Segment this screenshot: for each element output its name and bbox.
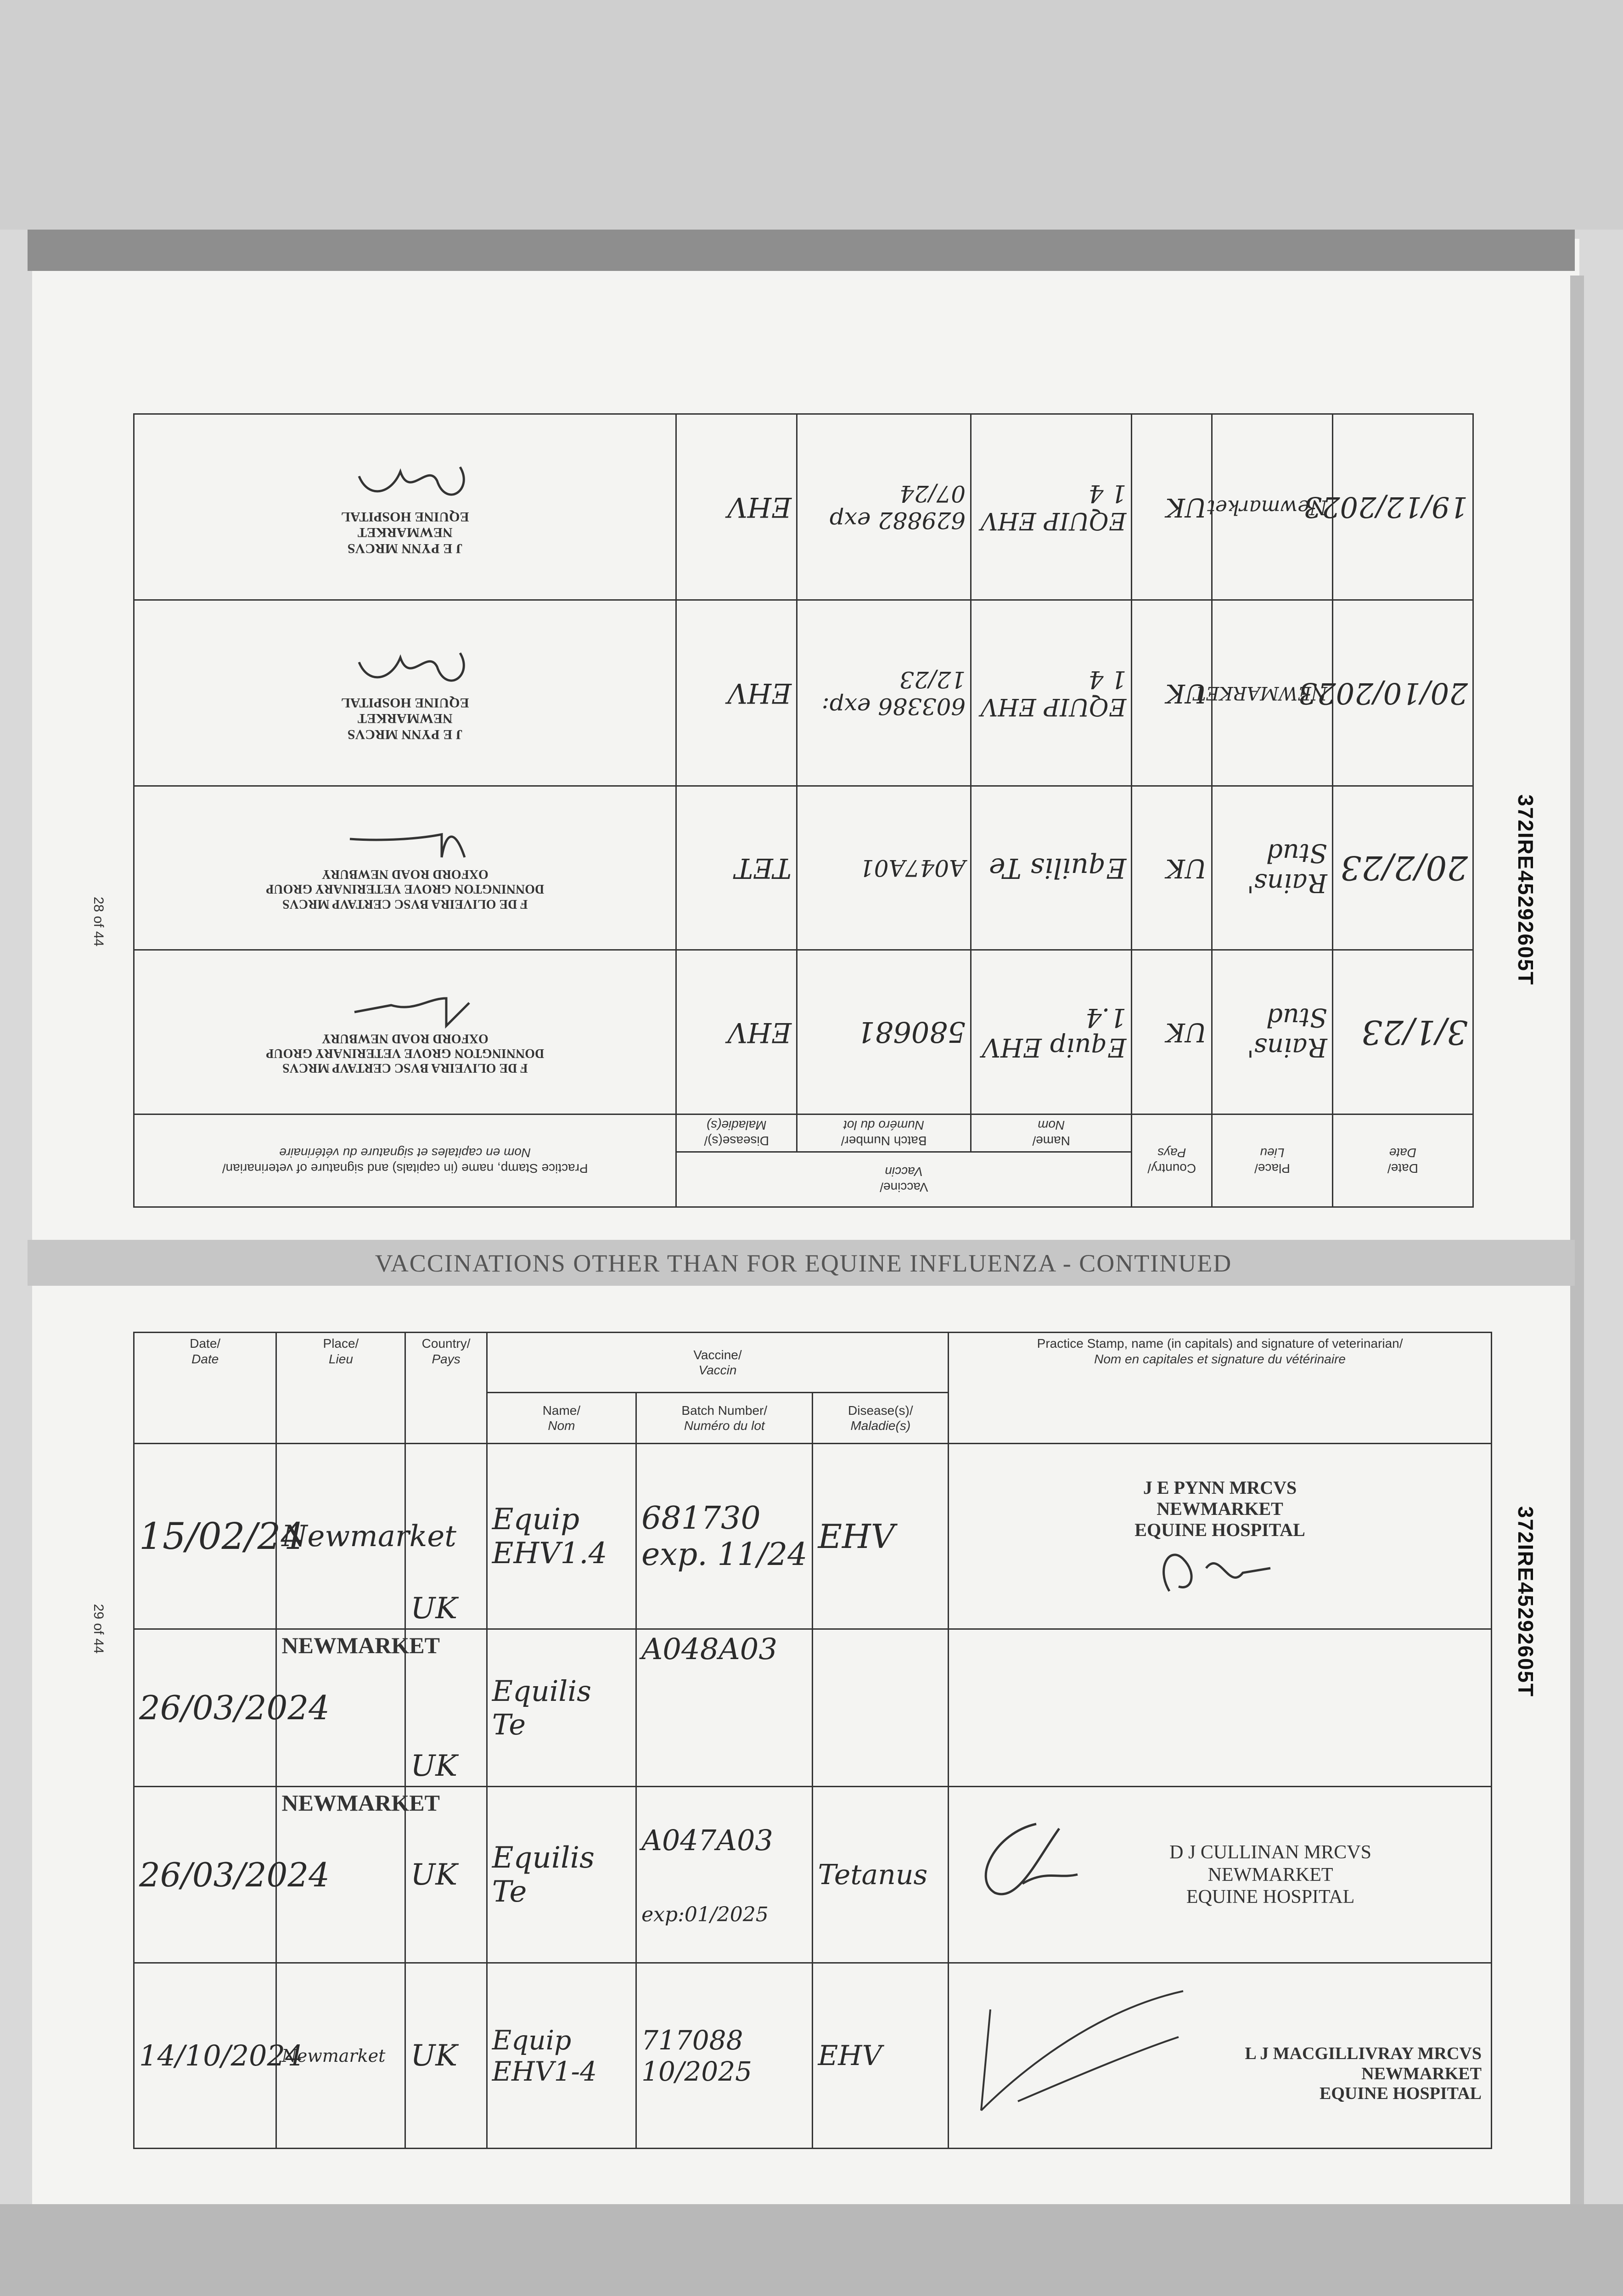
table-row xyxy=(134,786,1473,950)
stamp-line: L J MACGILLIVRAY MRCVS xyxy=(1245,2044,1482,2064)
cell-disease: EHV xyxy=(676,414,797,600)
table-row xyxy=(134,1787,1492,1963)
cell-practice-stamp xyxy=(949,1444,1492,1629)
cell-batch: A048A03 xyxy=(636,1629,813,1787)
vet-signature xyxy=(967,1815,1087,1907)
cell-place: NEWMARKET xyxy=(1212,600,1333,786)
cell-place: NEWMARKET xyxy=(276,1629,405,1787)
header-place: Place/ Lieu xyxy=(1212,1114,1333,1207)
header-batch: Batch Number/ Numéro du lot xyxy=(797,1114,971,1152)
header-date: Date/ Date xyxy=(1332,1114,1473,1207)
header-date: Date/ Date xyxy=(134,1333,276,1444)
cell-practice-stamp xyxy=(949,1963,1492,2149)
cell-date: 20/2/23 xyxy=(1332,786,1473,950)
cell-vaccine-name: Equilis Te xyxy=(487,1787,636,1963)
stamp-line: NEWMARKET xyxy=(357,711,453,726)
header-practice-stamp: Practice Stamp, name (in capitals) and signature of veterinarian/ Nom en capitales et signature du vétérinaire xyxy=(134,1114,676,1207)
stamp-line: DONNINGTON GROVE VETERINARY GROUP xyxy=(266,882,545,896)
cell-vaccine-name: Equilis Te xyxy=(487,1629,636,1787)
stamp-line: D J CULLINAN MRCVS xyxy=(1169,1842,1372,1863)
cell-date: 20/10/2023 xyxy=(1332,600,1473,786)
stamp-line: OXFORD ROAD NEWBURY xyxy=(321,1031,489,1046)
cell-date: 26/03/2024 xyxy=(134,1629,276,1787)
header-place: Place/ Lieu xyxy=(276,1333,405,1444)
cell-vaccine-name: Equip EHV1-4 xyxy=(487,1963,636,2149)
cell-disease: TET xyxy=(676,786,797,950)
cell-disease: EHV xyxy=(813,1963,949,2149)
table-row xyxy=(134,1444,1492,1629)
cell-batch: 717088 10/2025 xyxy=(636,1963,813,2149)
vet-signature xyxy=(336,989,474,1030)
cell-practice-stamp xyxy=(134,786,676,950)
lower-vaccination-table xyxy=(133,1332,1492,2149)
upper-header-row xyxy=(134,1152,1473,1207)
stamp-line: OXFORD ROAD NEWBURY xyxy=(321,867,489,882)
header-vaccine: Vaccine/ Vaccin xyxy=(676,1152,1132,1207)
cell-batch: 629882 exp 07/24 xyxy=(797,414,971,600)
cell-country: UK xyxy=(1132,414,1212,600)
header-country: Country/ Pays xyxy=(405,1333,487,1444)
stamp-line: EQUINE HOSPITAL xyxy=(341,509,469,524)
cell-place: Rains' Stud xyxy=(1212,950,1333,1114)
scan-bottom-background xyxy=(0,2204,1623,2296)
header-name: Name/ Nom xyxy=(487,1393,636,1444)
page-top-edge xyxy=(28,230,1575,271)
table-row xyxy=(134,1963,1492,2149)
table-row xyxy=(134,414,1473,600)
cell-vaccine-name: Equilis Te xyxy=(971,786,1132,950)
cell-disease xyxy=(813,1629,949,1787)
cell-country: UK xyxy=(1132,600,1212,786)
cell-country: UK xyxy=(405,1963,487,2149)
cell-vaccine-name: EQUIP EHV 1 4 xyxy=(971,414,1132,600)
cell-date: 15/02/24 xyxy=(134,1444,276,1629)
cell-practice-stamp xyxy=(134,950,676,1114)
cell-country: UK xyxy=(405,1787,487,1963)
header-batch: Batch Number/ Numéro du lot xyxy=(636,1393,813,1444)
serial-number-upper: 372IRE45292605T xyxy=(1514,794,1538,986)
section-title: VACCINATIONS OTHER THAN FOR EQUINE INFLUENZA - CONTINUED xyxy=(375,1249,1232,1277)
stamp-line: EQUINE HOSPITAL xyxy=(1186,1886,1355,1908)
cell-date: 26/03/2024 xyxy=(134,1787,276,1963)
table-row xyxy=(134,1629,1492,1787)
stamp-line: EQUINE HOSPITAL xyxy=(1134,1519,1305,1540)
header-vaccine: Vaccine/ Vaccin xyxy=(487,1333,948,1393)
header-disease: Disease(s)/ Maladie(s) xyxy=(676,1114,797,1152)
stamp-line: NEWMARKET xyxy=(1157,1498,1283,1519)
cell-vaccine-name: Equip EHV 1.4 xyxy=(971,950,1132,1114)
vet-signature xyxy=(336,458,474,508)
stamp-line: NEWMARKET xyxy=(1207,1864,1333,1885)
page-number-upper: 28 of 44 xyxy=(91,896,107,947)
cell-country: UK xyxy=(405,1444,487,1629)
stamp-line: NEWMARKET xyxy=(357,525,453,540)
stamp-line: DONNINGTON GROVE VETERINARY GROUP xyxy=(266,1046,545,1060)
cell-date: 14/10/2024 xyxy=(134,1963,276,2149)
stamp-line: F DE OLIVEIRA BVSC CERTAVP MRCVS xyxy=(282,1060,528,1075)
scan-top-background xyxy=(0,0,1623,230)
cell-disease: Tetanus xyxy=(813,1787,949,1963)
cell-place: NEWMARKET xyxy=(276,1787,405,1963)
cell-date: 19/12/2023 xyxy=(1332,414,1473,600)
stamp-line: J E PYNN MRCVS xyxy=(347,726,463,742)
stamp-line: J E PYNN MRCVS xyxy=(347,540,463,556)
cell-place: Newmarket xyxy=(1212,414,1333,600)
stamp-line: EQUINE HOSPITAL xyxy=(341,695,469,710)
table-row xyxy=(134,600,1473,786)
stamp-line: F DE OLIVEIRA BVSC CERTAVP MRCVS xyxy=(282,896,528,911)
vet-signature xyxy=(963,1982,1192,2120)
cell-place: Newmarket xyxy=(276,1963,405,2149)
page-number-lower: 29 of 44 xyxy=(91,1604,107,1654)
cell-disease: EHV xyxy=(676,600,797,786)
cell-country: UK xyxy=(1132,786,1212,950)
cell-place: Newmarket xyxy=(276,1444,405,1629)
cell-batch: A047A03 exp:01/2025 xyxy=(636,1787,813,1963)
header-practice-stamp: Practice Stamp, name (in capitals) and signature of veterinarian/ Nom en capitales et signature du vétérinaire xyxy=(949,1333,1492,1444)
stamp-line: NEWMARKET xyxy=(1361,2064,1482,2083)
vet-signature xyxy=(336,825,474,867)
cell-practice-stamp xyxy=(134,414,676,600)
stamp-line: EQUINE HOSPITAL xyxy=(1320,2084,1482,2104)
cell-date: 3/1/23 xyxy=(1332,950,1473,1114)
cell-batch: 681730 exp. 11/24 xyxy=(636,1444,813,1629)
cell-place: Rains' Stud xyxy=(1212,786,1333,950)
cell-disease: EHV xyxy=(676,950,797,1114)
cell-vaccine-name: Equip EHV1.4 xyxy=(487,1444,636,1629)
header-name: Name/ Nom xyxy=(971,1114,1132,1152)
cell-disease: EHV xyxy=(813,1444,949,1629)
cell-batch: A047A01 xyxy=(797,786,971,950)
cell-country: UK xyxy=(1132,950,1212,1114)
cell-practice-stamp xyxy=(134,600,676,786)
vet-signature xyxy=(1151,1541,1289,1596)
serial-number-lower: 372IRE45292605T xyxy=(1514,1506,1538,1698)
header-disease: Disease(s)/ Maladie(s) xyxy=(813,1393,949,1444)
table-row xyxy=(134,950,1473,1114)
cell-practice-stamp xyxy=(949,1787,1492,1963)
vet-signature xyxy=(336,644,474,694)
cell-country: UK xyxy=(405,1629,487,1787)
header-country: Country/ Pays xyxy=(1132,1114,1212,1207)
cell-practice-stamp xyxy=(949,1629,1492,1787)
cell-batch: 603386 exp: 12/23 xyxy=(797,600,971,786)
upper-vaccination-table xyxy=(133,413,1474,1208)
cell-vaccine-name: EQUIP EHV 1 4 xyxy=(971,600,1132,786)
cell-batch: 580681 xyxy=(797,950,971,1114)
lower-header-row xyxy=(134,1333,1492,1393)
stamp-line: J E PYNN MRCVS xyxy=(1143,1477,1297,1498)
